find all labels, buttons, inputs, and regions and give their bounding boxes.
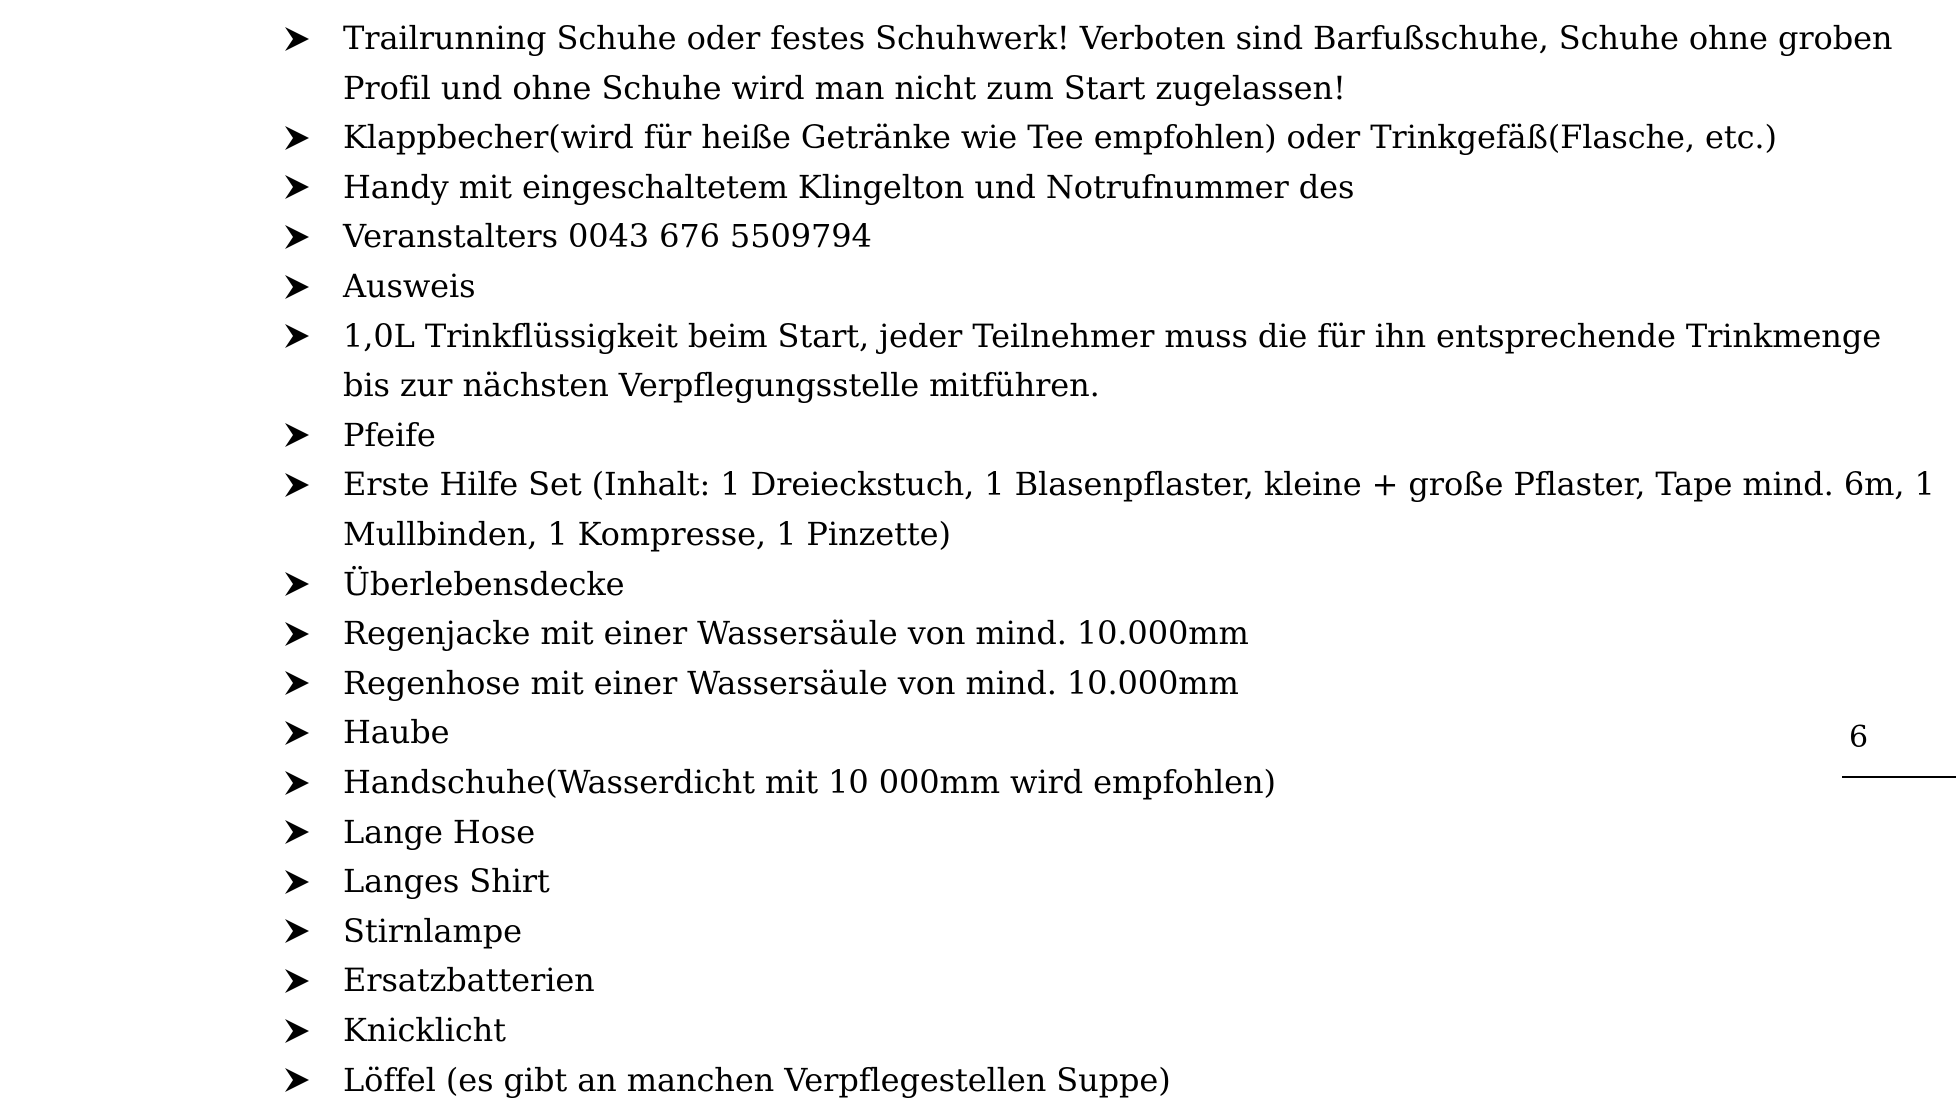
list-item-text: Handy mit eingeschaltetem Klingelton und Notrufnummer des (343, 167, 1355, 206)
list-item (0, 808, 1960, 858)
arrowhead-bullet-icon (282, 1006, 312, 1055)
arrowhead-bullet-icon (282, 857, 312, 906)
list-item (0, 659, 1960, 709)
arrowhead-bullet-icon (282, 212, 312, 261)
arrowhead-bullet-icon (282, 163, 312, 212)
list-item (0, 907, 1960, 957)
footer-rule (1842, 776, 1956, 778)
list-item (0, 312, 1960, 411)
list-item-text: Ausweis (343, 267, 476, 305)
list-item-text: Haube (343, 713, 450, 752)
list-item (0, 956, 1960, 1006)
list-item (0, 758, 1960, 808)
arrowhead-bullet-icon (282, 956, 312, 1005)
arrowhead-bullet-icon (282, 1056, 312, 1105)
arrowhead-bullet-icon (282, 560, 312, 609)
list-item (0, 560, 1960, 610)
list-item-text: Veranstalters 0043 676 5509794 (343, 217, 872, 256)
list-item-text: 1,0L Trinkflüssigkeit beim Start, jeder Teilnehmer muss die für ihn entsprechende Trinkmenge (343, 316, 1882, 355)
arrowhead-bullet-icon (282, 758, 312, 807)
list-item (0, 163, 1960, 213)
list-item (0, 609, 1960, 659)
list-item-text: Profil und ohne Schuhe wird man nicht zum Start zugelassen! (343, 68, 1346, 107)
arrowhead-bullet-icon (282, 113, 312, 162)
list-item-text: Lange Hose (343, 812, 536, 851)
list-item-text: Mullbinden, 1 Kompresse, 1 Pinzette) (343, 514, 951, 553)
list-item (0, 857, 1960, 907)
list-item-text: Erste Hilfe Set (Inhalt: 1 Dreieckstuch, 1 Blasenpflaster, kleine + große Pflaster, Tape mind. 6m, 1 (343, 465, 1935, 504)
list-item (0, 411, 1960, 461)
list-item-text: Ersatzbatterien (343, 961, 595, 1000)
arrowhead-bullet-icon (282, 262, 312, 311)
list-item (0, 1056, 1960, 1106)
list-item (0, 460, 1960, 559)
list-item-text: bis zur nächsten Verpflegungsstelle mitführen. (343, 366, 1100, 405)
list-item (0, 14, 1960, 113)
list-item-text: Regenhose mit einer Wassersäule von mind. 10.000mm (343, 663, 1239, 702)
list-item-text: Handschuhe(Wasserdicht mit 10 000mm wird empfohlen) (343, 763, 1276, 801)
list-item-text: Klappbecher(wird für heiße Getränke wie Tee empfohlen) oder Trinkgefäß(Flasche, etc.) (343, 118, 1777, 157)
page-number: 6 (1849, 720, 1869, 755)
list-item-text: Pfeife (343, 415, 436, 454)
arrowhead-bullet-icon (282, 460, 312, 509)
list-item-text: Stirnlampe (343, 911, 523, 950)
arrowhead-bullet-icon (282, 907, 312, 956)
arrowhead-bullet-icon (282, 411, 312, 460)
list-item (0, 708, 1960, 758)
list-item (0, 262, 1960, 312)
arrowhead-bullet-icon (282, 609, 312, 658)
arrowhead-bullet-icon (282, 312, 312, 361)
list-item (0, 113, 1960, 163)
list-item-text: Löffel (es gibt an manchen Verpflegestellen Suppe) (343, 1060, 1171, 1099)
arrowhead-bullet-icon (282, 14, 312, 63)
list-item-text: Langes Shirt (343, 862, 550, 901)
list-item-text: Regenjacke mit einer Wassersäule von mind. 10.000mm (343, 614, 1249, 653)
arrowhead-bullet-icon (282, 808, 312, 857)
list-item (0, 212, 1960, 262)
list-item-text: Trailrunning Schuhe oder festes Schuhwerk! Verboten sind Barfußschuhe, Schuhe ohne groben (343, 19, 1893, 57)
list-item (0, 1006, 1960, 1056)
list-item-text: Überlebensdecke (343, 564, 625, 603)
arrowhead-bullet-icon (282, 659, 312, 708)
list-item-text: Knicklicht (343, 1011, 506, 1049)
arrowhead-bullet-icon (282, 708, 312, 757)
